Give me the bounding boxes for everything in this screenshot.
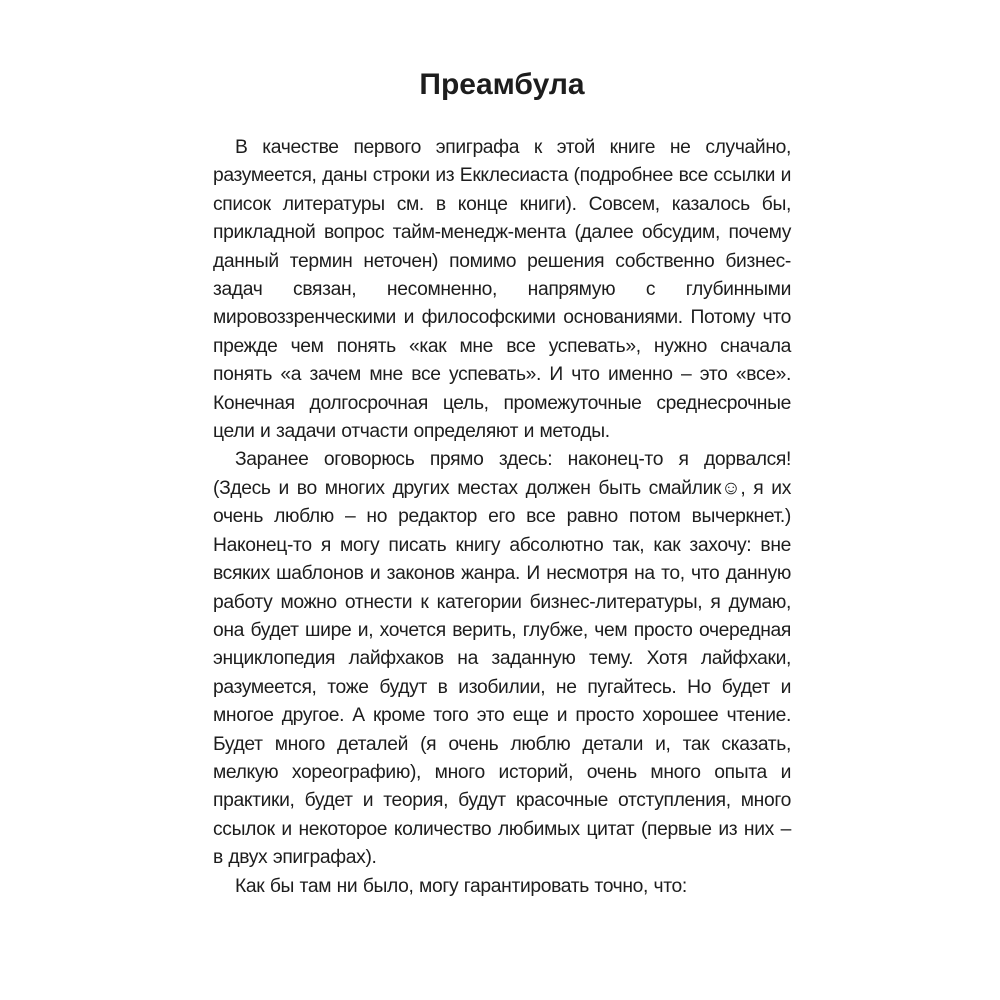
paragraph-2: Заранее оговорюсь прямо здесь: наконец-то я дорвался! (Здесь и во многих других местах должен быть смайлик☺, я их очень люблю – но редактор его все равно потом вычеркнет.) Наконец-то я могу писать книгу абсолютно так, как захочу: вне всяких шаблонов и законов жанра. И несмотря на то, что данную работу можно отнести к категории бизнес-литературы, я думаю, она будет шире и, хочется верить, глубже, чем просто очередная энциклопедия лайфхаков на заданную тему. Хотя лайфхаки, разумеется, тоже будут в изобилии, не пугайтесь. Но будет и многое другое. А кроме того это еще и просто хорошее чтение. Будет много деталей (я очень люблю детали и, так сказать, мелкую хореографию), много историй, очень много опыта и практики, будет и теория, будут красочные отступления, много ссылок и некоторое количество любимых цитат (первые из них – в двух эпиграфах).	[213, 449, 791, 869]
text-block	[213, 134, 791, 901]
paragraph-3: Как бы там ни было, могу гарантировать точно, что:	[235, 875, 687, 897]
paragraph-1: В качестве первого эпиграфа к этой книге не случайно, разумеется, даны строки из Екклесиаста (подробнее все ссылки и список литературы см. в конце книги). Совсем, казалось бы, прикладной вопрос тайм-менедж-мента (далее обсудим, почему данный термин неточен) помимо решения собственно бизнес-задач связан, несомненно, напрямую с глубинными мировоззренческими и философскими основаниями. Потому что прежде чем понять «как мне все успевать», нужно сначала понять «а зачем мне все успевать». И что именно – это «все». Конечная долгосрочная цель, промежуточные среднесрочные цели и задачи отчасти определяют и методы.	[213, 137, 791, 443]
chapter-title: Преамбула	[419, 68, 585, 101]
page-content	[213, 68, 791, 901]
